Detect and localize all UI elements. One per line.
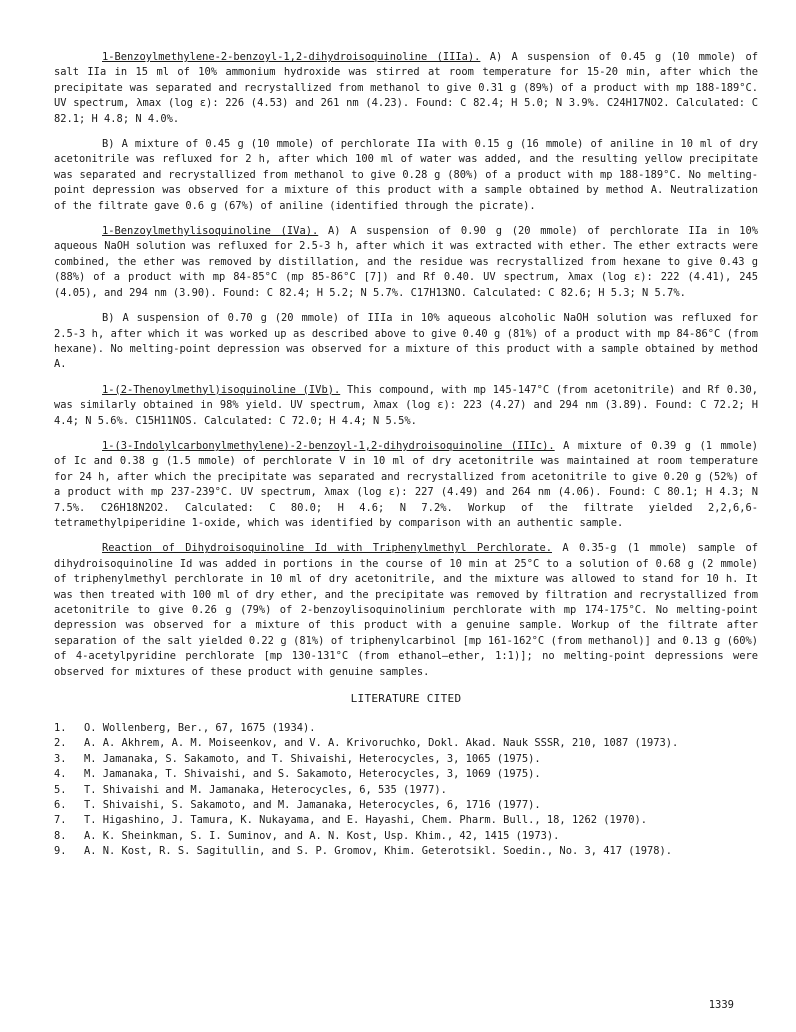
reference-number: 8. (54, 829, 67, 842)
reference-item (54, 736, 758, 751)
reference-text: M. Jamanaka, S. Sakamoto, and T. Shivaishi, Heterocycles, 3, 1065 (1975). (84, 752, 541, 765)
reference-number: 3. (54, 752, 67, 765)
paragraph-text: This compound, with mp 145-147°C (from acetonitrile) and Rf 0.30, was similarly obtained in 98% yield. UV spectrum, λmax (log ε): 223 (4.27) and 294 nm (3.89). Found: C 72.2; H 4.4; N 5.6%. C15H11NOS. Calculated: C 72.0; H 4.4; N 5.5%. (54, 383, 758, 427)
reference-number: 1. (54, 722, 67, 735)
reference-item (54, 783, 758, 798)
paragraph-ivb (54, 383, 758, 429)
reference-text: T. Shivaishi and M. Jamanaka, Heterocycles, 6, 535 (1977). (84, 783, 447, 796)
reference-number: 7. (54, 814, 67, 827)
reference-text: A. A. Akhrem, A. M. Moiseenkov, and V. A. Krivoruchko, Dokl. Akad. Nauk SSSR, 210, 1087 (1973). (84, 737, 679, 750)
compound-heading: 1-(2-Thenoylmethyl)isoquinoline (IVb). (102, 383, 341, 396)
reference-item (54, 752, 758, 767)
reference-number: 6. (54, 799, 67, 812)
reference-number: 9. (54, 845, 67, 858)
reference-number: 4. (54, 768, 67, 781)
page-number: 1339 (708, 999, 734, 1011)
reference-item (54, 767, 758, 782)
reference-item (54, 813, 758, 828)
reference-text: M. Jamanaka, T. Shivaishi, and S. Sakamoto, Heterocycles, 3, 1069 (1975). (84, 768, 541, 781)
reference-text: A. N. Kost, R. S. Sagitullin, and S. P. Gromov, Khim. Geterotsikl. Soedin., No. 3, 417 (1978). (84, 845, 673, 858)
compound-heading: Reaction of Dihydroisoquinoline Id with Triphenylmethyl Perchlorate. (102, 542, 552, 555)
paragraph-text: A) A suspension of 0.45 g (10 mmole) of salt IIa in 15 ml of 10% ammonium hydroxide was stirred at room temperature for 15-20 min, after which the precipitate was separated and recrystallized from methanol to give 0.31 g (89%) of a product with mp 188-189°C. UV spectrum, λmax (log ε): 226 (4.53) and 261 nm (4.23). Found: C 82.4; H 5.0; N 3.9%. C24H17NO2. Calculated: C 82.1; H 4.8; N 4.0%. (54, 51, 758, 125)
compound-heading: 1-Benzoylmethylene-2-benzoyl-1,2-dihydroisoquinoline (IIIa). (102, 51, 481, 63)
reference-list (54, 721, 758, 860)
paragraph-iva-method-b (54, 311, 758, 373)
reference-text: T. Shivaishi, S. Sakamoto, and M. Jamanaka, Heterocycles, 6, 1716 (1977). (84, 799, 541, 812)
reference-item (54, 844, 758, 859)
paragraph-text: B) A suspension of 0.70 g (20 mmole) of IIIa in 10% aqueous alcoholic NaOH solution was refluxed for 2.5-3 h, after which it was worked up as described above to give 0.40 g (81%) of a product with mp 84-86°C (from hexane). No melting-point depression was observed for a mixture of this product with a sample obtained by method A. (54, 312, 758, 371)
paragraph-triphenylmethyl-reaction (54, 541, 758, 680)
reference-text: A. K. Sheinkman, S. I. Suminov, and A. N. Kost, Usp. Khim., 42, 1415 (1973). (84, 829, 560, 842)
paragraph-iiia-method-a (54, 50, 758, 127)
literature-cited-heading: LITERATURE CITED (350, 692, 462, 706)
reference-item (54, 721, 758, 736)
paragraph-iiia-method-b (54, 137, 758, 214)
paragraph-text: B) A mixture of 0.45 g (10 mmole) of perchlorate IIa with 0.15 g (16 mmole) of aniline in 10 ml of dry acetonitrile was refluxed for 2 h, after which 100 ml of water was added, and the resulting yellow precipitate was separated and recrystallized from methanol to give 0.28 g (80%) of a product with mp 188-189°C. No melting-point depression was observed for a mixture of this product with a sample obtained by method A. Neutralization of the filtrate gave 0.6 g (67%) of aniline (identified through the picrate). (54, 138, 758, 212)
reference-item (54, 798, 758, 813)
paragraph-text: A 0.35-g (1 mmole) sample of dihydroisoquinoline Id was added in portions in the course of 10 min at 25°C to a solution of 0.68 g (2 mmole) of triphenylmethyl perchlorate in 10 ml of dry acetonitrile, and the mixture was allowed to stand for 10 h. It was then treated with 100 ml of dry ether, and the precipitate was removed by filtration and recrystallized from acetonitrile to give 0.26 g (79%) of 2-benzoylisoquinolinium perchlorate with mp 174-175°C. No melting-point depression was observed for a mixture of this product with a genuine sample. Workup of the filtrate after separation of the salt yielded 0.22 g (81%) of triphenylcarbinol [mp 161-162°C (from methanol)] and 0.13 g (60%) of 4-acetylpyridine perchlorate [mp 130-131°C (from ethanol—ether, 1:1)]; no melting-point depressions were observed for mixtures of these product with genuine samples. (54, 542, 758, 678)
paragraph-iiic (54, 439, 758, 531)
paragraph-text: A mixture of 0.39 g (1 mmole) of Ic and 0.38 g (1.5 mmole) of perchlorate V in 10 ml of dry acetonitrile was maintained at room temperature for 24 h, after which the precipitate was separated and recrystallized from acetonitrile to give 0.20 g (52%) of a product with mp 237-239°C. UV spectrum, λmax (log ε): 227 (4.49) and 264 nm (4.06). Found: C 80.1; H 4.3; N 7.5%. C26H18N2O2. Calculated: C 80.0; H 4.6; N 7.2%. Workup of the filtrate yielded 2,2,6,6-tetramethylpiperidine 1-oxide, which was identified by comparison with an authentic sample. (54, 439, 758, 529)
paragraph-text: A) A suspension of 0.90 g (20 mmole) of perchlorate IIa in 10% aqueous NaOH solution was refluxed for 2.5-3 h, after which it was extracted with ether. The ether extracts were combined, the ether was removed by distillation, and the residue was recrystallized from hexane to give 0.43 g (88%) of a product with mp 84-85°C (mp 85-86°C [7]) and Rf 0.40. UV spectrum, λmax (log ε): 222 (4.41), 245 (4.05), and 294 nm (3.90). Found: C 82.4; H 5.2; N 5.7%. C17H13NO. Calculated: C 82.6; H 5.3; N 5.7%. (54, 225, 759, 299)
reference-number: 2. (54, 737, 67, 750)
paragraph-iva-method-a (54, 224, 758, 301)
compound-heading: 1-(3-Indolylcarbonylmethylene)-2-benzoyl-1,2-dihydroisoquinoline (IIIc). (102, 439, 555, 452)
compound-heading: 1-Benzoylmethylisoquinoline (IVa). (102, 225, 319, 238)
reference-item (54, 829, 758, 844)
reference-text: O. Wollenberg, Ber., 67, 1675 (1934). (84, 722, 316, 735)
reference-text: T. Higashino, J. Tamura, K. Nukayama, and E. Hayashi, Chem. Pharm. Bull., 18, 1262 (1970). (84, 814, 648, 827)
body-text (54, 50, 758, 860)
reference-number: 5. (54, 783, 67, 796)
